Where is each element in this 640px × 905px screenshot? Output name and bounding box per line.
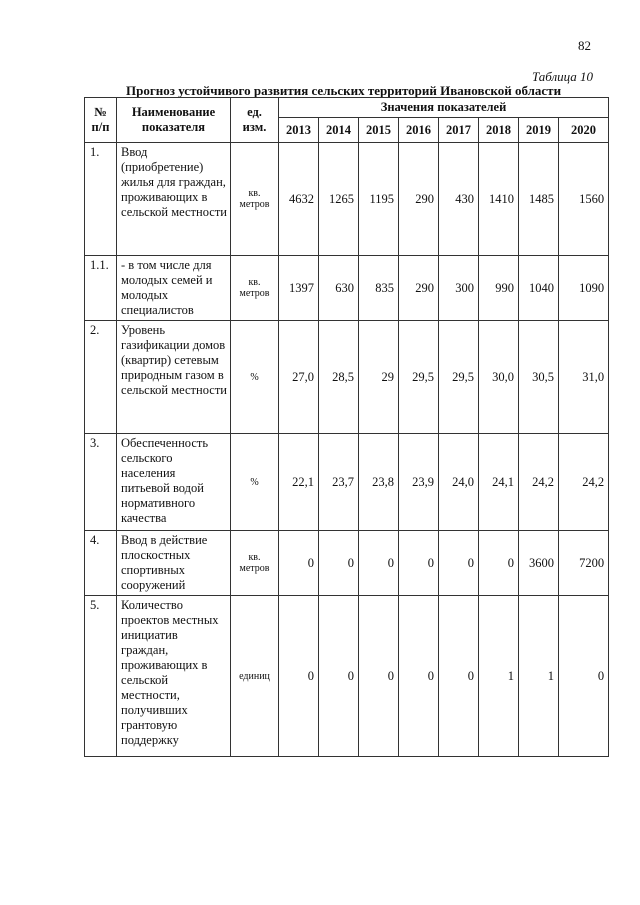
header-number-line2: п/п <box>91 120 110 134</box>
value-cell: 23,8 <box>359 434 399 531</box>
value-cell: 30,5 <box>519 321 559 434</box>
value-cell: 1040 <box>519 256 559 321</box>
value-cell: 1397 <box>279 256 319 321</box>
value-cell: 0 <box>479 531 519 596</box>
value-cell: 630 <box>319 256 359 321</box>
value-cell: 23,7 <box>319 434 359 531</box>
value-cell: 7200 <box>559 531 609 596</box>
page-number: 82 <box>578 38 591 53</box>
value-cell: 0 <box>279 531 319 596</box>
header-year: 2013 <box>279 118 319 143</box>
header-year: 2018 <box>479 118 519 143</box>
header-year: 2016 <box>399 118 439 143</box>
header-unit-line2: изм. <box>242 120 267 134</box>
value-cell: 430 <box>439 143 479 256</box>
header-name <box>117 98 231 143</box>
value-cell: 1410 <box>479 143 519 256</box>
value-cell: 29,5 <box>439 321 479 434</box>
value-cell: 0 <box>279 596 319 757</box>
value-cell: 27,0 <box>279 321 319 434</box>
header-unit <box>231 98 279 143</box>
row-number: 1. <box>85 143 117 256</box>
value-cell: 0 <box>359 596 399 757</box>
value-cell: 24,0 <box>439 434 479 531</box>
value-cell: 24,2 <box>519 434 559 531</box>
table-row <box>85 143 609 256</box>
value-cell: 0 <box>439 531 479 596</box>
table-row <box>85 596 609 757</box>
indicator-unit: кв. метров <box>231 256 279 321</box>
value-cell: 23,9 <box>399 434 439 531</box>
value-cell: 31,0 <box>559 321 609 434</box>
header-year: 2019 <box>519 118 559 143</box>
value-cell: 0 <box>319 531 359 596</box>
row-number: 5. <box>85 596 117 757</box>
value-cell: 1560 <box>559 143 609 256</box>
header-name-line1: Наименование <box>131 105 216 119</box>
indicator-name: Ввод (приобретение) жилья для граждан, проживающих в сельской местности <box>117 143 231 256</box>
row-number: 2. <box>85 321 117 434</box>
value-cell: 835 <box>359 256 399 321</box>
value-cell: 0 <box>359 531 399 596</box>
value-cell: 0 <box>399 531 439 596</box>
value-cell: 24,1 <box>479 434 519 531</box>
table-row <box>85 256 609 321</box>
indicator-unit: кв. метров <box>231 531 279 596</box>
value-cell: 290 <box>399 256 439 321</box>
indicator-name: Уровень газификации домов (квартир) сетевым природным газом в сельской местности <box>117 321 231 434</box>
value-cell: 0 <box>399 596 439 757</box>
value-cell: 0 <box>439 596 479 757</box>
row-number: 4. <box>85 531 117 596</box>
value-cell: 300 <box>439 256 479 321</box>
header-number <box>85 98 117 143</box>
value-cell: 0 <box>559 596 609 757</box>
value-cell: 1090 <box>559 256 609 321</box>
value-cell: 1265 <box>319 143 359 256</box>
value-cell: 22,1 <box>279 434 319 531</box>
value-cell: 990 <box>479 256 519 321</box>
header-unit-line1: ед. <box>247 105 262 119</box>
indicator-unit: % <box>231 321 279 434</box>
row-number: 1.1. <box>85 256 117 321</box>
table-row <box>85 531 609 596</box>
value-cell: 1 <box>519 596 559 757</box>
table-row <box>85 434 609 531</box>
value-cell: 24,2 <box>559 434 609 531</box>
table-caption: Таблица 10 <box>532 69 594 84</box>
value-cell: 29,5 <box>399 321 439 434</box>
header-values-group: Значения показателей <box>279 98 609 118</box>
header-year: 2020 <box>559 118 609 143</box>
indicators-table <box>84 97 609 757</box>
row-number: 3. <box>85 434 117 531</box>
value-cell: 1 <box>479 596 519 757</box>
header-year: 2017 <box>439 118 479 143</box>
value-cell: 30,0 <box>479 321 519 434</box>
value-cell: 28,5 <box>319 321 359 434</box>
value-cell: 1195 <box>359 143 399 256</box>
indicator-unit: единиц <box>231 596 279 757</box>
indicator-name: Количество проектов местных инициатив граждан, проживающих в сельской местности, получивших грантовую поддержку <box>117 596 231 757</box>
header-year: 2015 <box>359 118 399 143</box>
header-year: 2014 <box>319 118 359 143</box>
table-title: Прогноз устойчивого развития сельских территорий Ивановской области <box>126 83 562 98</box>
header-number-line1: № <box>94 105 107 119</box>
table-row <box>85 321 609 434</box>
indicator-name: - в том числе для молодых семей и молодых специалистов <box>117 256 231 321</box>
value-cell: 3600 <box>519 531 559 596</box>
indicator-name: Обеспеченность сельского населения питьевой водой нормативного качества <box>117 434 231 531</box>
header-name-line2: показателя <box>141 120 206 134</box>
value-cell: 290 <box>399 143 439 256</box>
value-cell: 4632 <box>279 143 319 256</box>
indicator-name: Ввод в действие плоскостных спортивных сооружений <box>117 531 231 596</box>
indicator-unit: % <box>231 434 279 531</box>
value-cell: 29 <box>359 321 399 434</box>
value-cell: 1485 <box>519 143 559 256</box>
indicator-unit: кв. метров <box>231 143 279 256</box>
value-cell: 0 <box>319 596 359 757</box>
